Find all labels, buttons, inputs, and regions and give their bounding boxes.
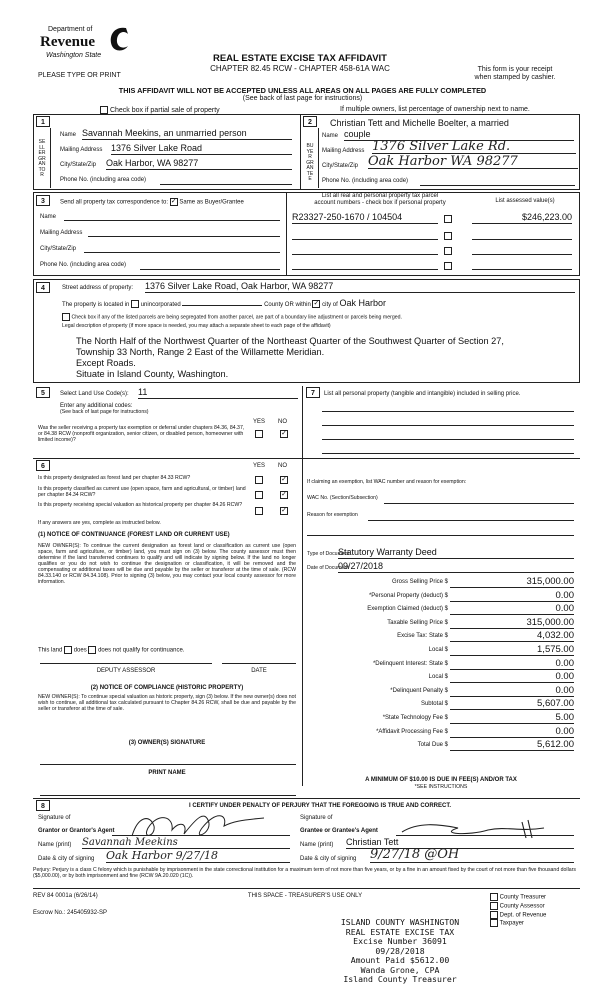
multiple-owners: If multiple owners, list percentage of ownership next to name. xyxy=(340,106,530,113)
stamp-line2: REAL ESTATE EXCISE TAX xyxy=(345,926,455,937)
buyer-city[interactable]: Oak Harbor WA 98277 xyxy=(368,155,578,169)
owner-signature-label: (3) OWNER(S) SIGNATURE xyxy=(128,740,206,746)
s3-city-label: City/State/Zip xyxy=(40,246,77,252)
additional-codes-sub: (See back of last page for instructions) xyxy=(60,409,149,415)
grantee-sig-of: Signature of xyxy=(300,815,333,821)
notice2-title: (2) NOTICE OF COMPLIANCE (HISTORIC PROPERTY) xyxy=(90,685,244,691)
notice2-body: NEW OWNER(S): To continue special valuation as historic property, sign (3) below. If the new owner(s) does not wish to continue, all additional tax calculated pursuant to Chapter 84.26 RCW, shall be due and payable by the seller or transferor at the time of sale. xyxy=(38,694,296,712)
land-use-label: Select Land Use Code(s): xyxy=(60,391,129,397)
tax-row-value[interactable]: 5,607.00 xyxy=(450,698,574,710)
deputy-sig-line[interactable] xyxy=(40,662,212,664)
stamp-line3: Excise Number 36091 xyxy=(353,936,447,946)
dept-revenue-checkbox[interactable] xyxy=(490,911,498,919)
located-in-label: The property is located in xyxy=(62,302,130,308)
deputy-assessor: DEPUTY ASSESSOR xyxy=(96,668,156,674)
taxpayer-checkbox[interactable] xyxy=(490,919,498,927)
seller-phone-label: Phone No. (including area code) xyxy=(60,177,147,183)
buyer-mailing-label: Mailing Address xyxy=(322,148,365,154)
warning: THIS AFFIDAVIT WILL NOT BE ACCEPTED UNLESS ALL AREAS ON ALL PAGES ARE FULLY COMPLETED xyxy=(118,86,487,95)
this-land-label: This land xyxy=(38,647,63,654)
county-treasurer-label: County Treasurer xyxy=(499,894,547,901)
tax-row-value[interactable]: 315,000.00 xyxy=(450,617,574,629)
dept-revenue-label: Dept. of Revenue xyxy=(499,912,547,919)
does-not-label: does not qualify for continuance. xyxy=(98,647,185,654)
s5-yes: YES xyxy=(253,419,266,425)
personal-line3[interactable] xyxy=(322,438,574,440)
grantor-agent-label: Grantor or Grantor's Agent xyxy=(38,828,115,834)
parcel-header-1: List all real and personal property tax parcel xyxy=(321,193,439,199)
wac-no-line[interactable] xyxy=(384,502,574,504)
parcel3-personal-checkbox[interactable] xyxy=(444,247,452,255)
s6-q2: Is this property classified as current use (open space, farm and agricultural, or timber) land per chapter 84.34 RCW? xyxy=(38,486,246,498)
tax-row-value[interactable]: 0.00 xyxy=(450,726,574,738)
grantee-date[interactable]: 9/27/18 @OH xyxy=(370,847,574,863)
section6-num: 6 xyxy=(36,460,50,471)
s3-phone-label: Phone No. (including area code) xyxy=(40,262,127,268)
s6-q1: Is this property designated as forest land per chapter 84.33 RCW? xyxy=(38,475,191,481)
copy-dept-revenue xyxy=(490,911,580,920)
s3-mailing-label: Mailing Address xyxy=(40,230,83,236)
see-instructions: *SEE INSTRUCTIONS xyxy=(414,784,468,790)
notice1-body: NEW OWNER(S): To continue the current designation as forest land or classification as current use (open space, farm and agriculture, or timber) land, you must sign on (3) below. The county assessor must then determine if the land transferred continues to qualify and will indicate by signing below. If the land no longer qualifies or you do not wish to continue the designation or classification, it will be removed and the compensating or additional taxes will be due and payable by the seller or transferor at the time of sale. (RCW 84.33.140 or RCW 84.34.108). Prior to signing (3) below, you may contact your local county assessor for more information. xyxy=(38,543,296,585)
tax-row-value[interactable]: 0.00 xyxy=(450,685,574,697)
tax-row xyxy=(306,726,576,740)
tax-row-label: *Personal Property (deduct) $ xyxy=(368,592,448,599)
land-use-code[interactable]: 11 xyxy=(138,387,298,399)
grantor-name[interactable]: Savannah Meekins xyxy=(82,837,290,849)
county-or-within: County OR within xyxy=(264,302,311,308)
street-label: Street address of property: xyxy=(62,285,134,291)
stamp-line6: Wanda Grone, CPA xyxy=(360,964,440,975)
tax-row xyxy=(306,617,576,631)
additional-codes: Enter any additional codes: xyxy=(60,403,133,409)
stamp-line4: 09/28/2018 xyxy=(375,945,425,956)
copy-county-assessor xyxy=(490,902,580,911)
segregated xyxy=(62,313,402,321)
segregated-checkbox[interactable] xyxy=(62,313,70,321)
assessed4[interactable] xyxy=(472,268,572,270)
personal-line4[interactable] xyxy=(322,452,574,454)
s6-yes: YES xyxy=(253,463,266,469)
reason-line2[interactable] xyxy=(307,534,574,536)
receipt-note-1: This form is your receipt xyxy=(477,66,553,73)
tax-row-value[interactable]: 0.00 xyxy=(450,671,574,683)
s6-q3-yes[interactable] xyxy=(255,507,263,515)
copy-list xyxy=(490,893,580,928)
personal-property-label: List all personal property (tangible and intangible) included in selling price. xyxy=(324,391,521,397)
tax-row-value[interactable]: 5.00 xyxy=(450,712,574,724)
tax-row-value[interactable]: 1,575.00 xyxy=(450,644,574,656)
print-name-label: PRINT NAME xyxy=(148,770,186,776)
tax-row xyxy=(306,603,576,617)
s6-q1-no[interactable]: ✓ xyxy=(281,476,287,483)
receipt-note-2: when stamped by cashier. xyxy=(474,74,556,81)
tax-row xyxy=(306,576,576,590)
tax-row-value[interactable]: 0.00 xyxy=(450,658,574,670)
minimum-note: A MINIMUM OF $10.00 IS DUE IN FEE(S) AND/OR TAX xyxy=(365,777,517,783)
seller-city[interactable]: Oak Harbor, WA 98277 xyxy=(106,158,292,170)
personal-line2[interactable] xyxy=(322,424,574,426)
city-of-label: city of xyxy=(322,302,338,308)
parcel4-personal-checkbox[interactable] xyxy=(444,262,452,270)
please-type: PLEASE TYPE OR PRINT xyxy=(38,72,121,79)
tax-row-label: Taxable Selling Price $ xyxy=(387,619,448,626)
parcel-number[interactable]: R23327-250-1670 / 104504 xyxy=(292,212,438,224)
doc-type-label: Type of Document xyxy=(307,551,350,557)
doc-date[interactable]: 09/27/2018 xyxy=(338,561,574,573)
tax-row xyxy=(306,644,576,658)
assessed-header: List assessed value(s) xyxy=(495,198,555,204)
wac-no-label: WAC No. (Section/Subsection) xyxy=(307,495,378,501)
tax-row-label: Subtotal $ xyxy=(420,701,448,708)
s3-name-label: Name xyxy=(40,214,57,220)
parcel2-personal-checkbox[interactable] xyxy=(444,232,452,240)
warning-sub: (See back of last page for instructions) xyxy=(242,95,363,102)
s3-mailing[interactable] xyxy=(88,228,280,237)
s6-q2-no[interactable]: ✓ xyxy=(281,491,287,498)
dor-logo xyxy=(40,6,135,68)
tax-row-label: *Affidavit Processing Fee $ xyxy=(376,728,448,735)
partial-sale-checkbox[interactable] xyxy=(100,106,108,114)
s5-no-checkbox[interactable]: ✓ xyxy=(281,430,287,437)
tax-row xyxy=(306,630,576,644)
tax-row-label: Local $ xyxy=(428,646,448,653)
grantee-name-label: Name (print) xyxy=(300,842,334,848)
parcel1-personal-checkbox[interactable] xyxy=(444,215,452,223)
buyer-side-label: BUYER GRANTEE xyxy=(306,143,314,182)
buyer-city-label: City/State/Zip xyxy=(322,163,359,169)
deputy-date: DATE xyxy=(251,668,267,674)
legal-line4[interactable]: Situate in Island County, Washington. xyxy=(76,369,229,379)
buyer-name-line2[interactable]: couple xyxy=(344,129,574,141)
dor-swirl-icon xyxy=(106,24,132,54)
buyer-phone[interactable] xyxy=(420,177,575,186)
tax-row xyxy=(306,685,576,699)
same-as-buyer-label: Same as Buyer/Grantee xyxy=(179,199,244,206)
stamp-line7: Island County Treasurer xyxy=(343,974,457,984)
legal-label: Legal description of property (if more space is needed, you may attach a separate sheet to each page of the affidavit) xyxy=(62,323,331,329)
stamp-line1: ISLAND COUNTY WASHINGTON xyxy=(340,917,460,927)
tax-row-value[interactable]: 0.00 xyxy=(450,590,574,602)
grantee-agent-label: Grantee or Grantee's Agent xyxy=(300,828,378,834)
s6-q2-yes[interactable] xyxy=(255,491,263,499)
county-treasurer-checkbox[interactable] xyxy=(490,893,498,901)
parcel2[interactable] xyxy=(292,238,438,240)
perjury: Perjury: Perjury is a class C felony which is punishable by imprisonment in the state correctional institution for a maximum term of not more than five years, or by a fine in an amount fixed by the court of not more than five thousand dollars ($5,000.00), or by both imprisonment and fine (RCW 9A.20.020 (1C)). xyxy=(33,867,576,879)
tax-row xyxy=(306,671,576,685)
grantee-name[interactable]: Christian Tett xyxy=(346,837,574,849)
seller-mailing[interactable]: 1376 Silver Lake Road xyxy=(111,143,292,155)
stamp-line5: Amount Paid $5612.00 xyxy=(350,955,450,965)
tax-row-value[interactable]: 5,612.00 xyxy=(450,739,574,751)
county-assessor-label: County Assessor xyxy=(499,903,545,910)
tax-row xyxy=(306,698,576,712)
copy-county-treasurer xyxy=(490,893,580,902)
treasurer-stamp xyxy=(320,918,480,985)
grantor-name-label: Name (print) xyxy=(38,842,72,848)
tax-row-label: Total Due $ xyxy=(417,742,448,749)
section3-num: 3 xyxy=(36,195,50,206)
qualify-line xyxy=(38,646,184,655)
rev-number: REV 84 0001a (6/26/14) xyxy=(33,893,98,899)
tax-row-value[interactable]: 4,032.00 xyxy=(450,630,574,642)
doc-type[interactable]: Statutory Warranty Deed xyxy=(338,547,574,559)
s6-no: NO xyxy=(278,463,287,469)
s6-q3-no[interactable]: ✓ xyxy=(281,507,287,514)
legal-line2[interactable]: Township 33 North, Range 2 East of the Willamette Meridian. xyxy=(76,347,325,357)
s6-q3: Is this property receiving special valuation as historical property per chapter 84.26 RCW? xyxy=(38,502,243,508)
buyer-name-label: Name xyxy=(322,133,339,139)
copy-taxpayer xyxy=(490,919,580,928)
seller-name-label: Name xyxy=(60,132,77,138)
parcel3[interactable] xyxy=(292,253,438,255)
s3-name[interactable] xyxy=(64,212,280,221)
located-city[interactable]: Oak Harbor xyxy=(339,298,386,308)
assessed3[interactable] xyxy=(472,253,572,255)
tax-row-label: Gross Selling Price $ xyxy=(391,579,448,585)
located-in xyxy=(62,298,386,309)
deputy-date-line[interactable] xyxy=(222,662,296,664)
reason-label: Reason for exemption xyxy=(307,512,358,518)
seller-mailing-label: Mailing Address xyxy=(60,147,103,153)
legal-line3[interactable]: Except Roads. xyxy=(76,358,136,368)
s5-question: Was the seller receiving a property tax exemption or deferral under chapters 84.36, 84.37, or 84.38 RCW (nonprofit organization, senior citizen, or disabled person, homeowner with limited income)? xyxy=(38,425,245,443)
dept-line1: Department of xyxy=(48,26,93,33)
city-of-checkbox[interactable]: ✓ xyxy=(313,300,320,308)
form-title: REAL ESTATE EXCISE TAX AFFIDAVIT xyxy=(212,53,387,64)
tax-row xyxy=(306,739,576,753)
send-correspondence xyxy=(60,198,244,207)
unincorporated-label: unincorporated xyxy=(140,302,181,308)
s5-yes-checkbox[interactable] xyxy=(255,430,263,438)
notice1-title: (1) NOTICE OF CONTINUANCE (FOREST LAND OR CURRENT USE) xyxy=(38,532,230,538)
s6-if-yes: If any answers are yes, complete as instructed below. xyxy=(38,520,161,526)
same-as-buyer-checkbox[interactable]: ✓ xyxy=(170,198,177,205)
does-checkbox[interactable] xyxy=(64,646,72,654)
doc-date-label: Date of Document xyxy=(307,565,349,571)
grantor-date-label: Date & city of signing xyxy=(38,856,95,862)
section4-num: 4 xyxy=(36,282,50,293)
dept-line3: Washington State xyxy=(46,52,102,59)
tax-row xyxy=(306,590,576,604)
unincorporated-checkbox[interactable] xyxy=(131,300,139,308)
does-label: does xyxy=(73,647,87,654)
tax-row xyxy=(306,658,576,672)
seller-side-label: SELLER GRANTOR xyxy=(38,139,46,178)
section8-num: 8 xyxy=(36,800,50,811)
print-name-line[interactable] xyxy=(40,794,296,796)
buyer-name-line1[interactable]: Christian Tett and Michelle Boelter, a married xyxy=(330,118,509,128)
assessed-value[interactable]: $246,223.00 xyxy=(472,212,572,224)
section5-num: 5 xyxy=(36,387,50,398)
county-assessor-checkbox[interactable] xyxy=(490,902,498,910)
s3-phone[interactable] xyxy=(140,261,280,270)
tax-row-label: *Delinquent Interest: State $ xyxy=(372,660,448,667)
wac-claim: If claiming an exemption, list WAC number and reason for exemption: xyxy=(307,479,467,485)
s3-city[interactable] xyxy=(84,244,280,253)
parcel4[interactable] xyxy=(292,268,438,270)
personal-line1[interactable] xyxy=(322,410,574,412)
certify: I CERTIFY UNDER PENALTY OF PERJURY THAT THE FOREGOING IS TRUE AND CORRECT. xyxy=(188,803,452,809)
form-chapter: CHAPTER 82.45 RCW - CHAPTER 458-61A WAC xyxy=(210,64,390,73)
tax-row-label: *Delinquent Penalty $ xyxy=(390,687,448,694)
parcel-header-2: account numbers - check box if personal property xyxy=(314,200,446,206)
seller-section-num: 1 xyxy=(36,116,50,127)
tax-row-value[interactable]: 315,000.00 xyxy=(450,576,574,588)
tax-table xyxy=(306,576,576,756)
grantor-sig-of: Signature of xyxy=(38,815,71,821)
partial-sale-label: Check box if partial sale of property xyxy=(109,106,220,114)
s6-q1-yes[interactable] xyxy=(255,476,263,484)
send-correspondence-label: Send all property tax correspondence to: xyxy=(60,199,169,206)
grantee-date-label: Date & city of signing xyxy=(300,856,357,862)
treasurer-only: THIS SPACE - TREASURER'S USE ONLY xyxy=(247,893,363,899)
escrow-number: Escrow No.: 245405932-SP xyxy=(33,910,108,916)
legal-line1[interactable]: The North Half of the Northwest Quarter of the Northeast Quarter of the Southwest Quarter of Section 27, xyxy=(76,336,504,346)
seller-name[interactable]: Savannah Meekins, an unmarried person xyxy=(82,128,292,140)
s5-no: NO xyxy=(278,419,287,425)
reason-line1[interactable] xyxy=(368,519,574,521)
buyer-mailing[interactable]: 1376 Silver Lake Rd. xyxy=(372,140,576,154)
taxpayer-label: Taxpayer xyxy=(499,920,524,927)
assessed2[interactable] xyxy=(472,238,572,240)
section7-num: 7 xyxy=(306,387,320,398)
grantor-date[interactable]: Oak Harbor 9/27/18 xyxy=(106,849,290,863)
buyer-phone-label: Phone No. (including area code) xyxy=(322,178,409,184)
buyer-section-num: 2 xyxy=(303,116,317,127)
seller-city-label: City/State/Zip xyxy=(60,162,97,168)
tax-row-label: Local $ xyxy=(428,674,448,681)
tax-row xyxy=(306,712,576,726)
tax-row-label: *State Technology Fee $ xyxy=(382,714,448,721)
owner-sig-line[interactable] xyxy=(40,763,296,765)
tax-row-label: Excise Tax: State $ xyxy=(397,633,448,640)
segregated-label: Check box if any of the listed parcels are being segregated from another parcel, are part of a boundary line adjustment or parcels being merged. xyxy=(71,314,402,321)
tax-row-label: Exemption Claimed (deduct) $ xyxy=(367,606,448,613)
dept-line2: Revenue xyxy=(40,34,95,50)
seller-phone[interactable] xyxy=(160,176,292,185)
tax-row-value[interactable]: 0.00 xyxy=(450,603,574,615)
does-not-checkbox[interactable] xyxy=(88,646,96,654)
street-address[interactable]: 1376 Silver Lake Road, Oak Harbor, WA 98277 xyxy=(145,281,575,293)
